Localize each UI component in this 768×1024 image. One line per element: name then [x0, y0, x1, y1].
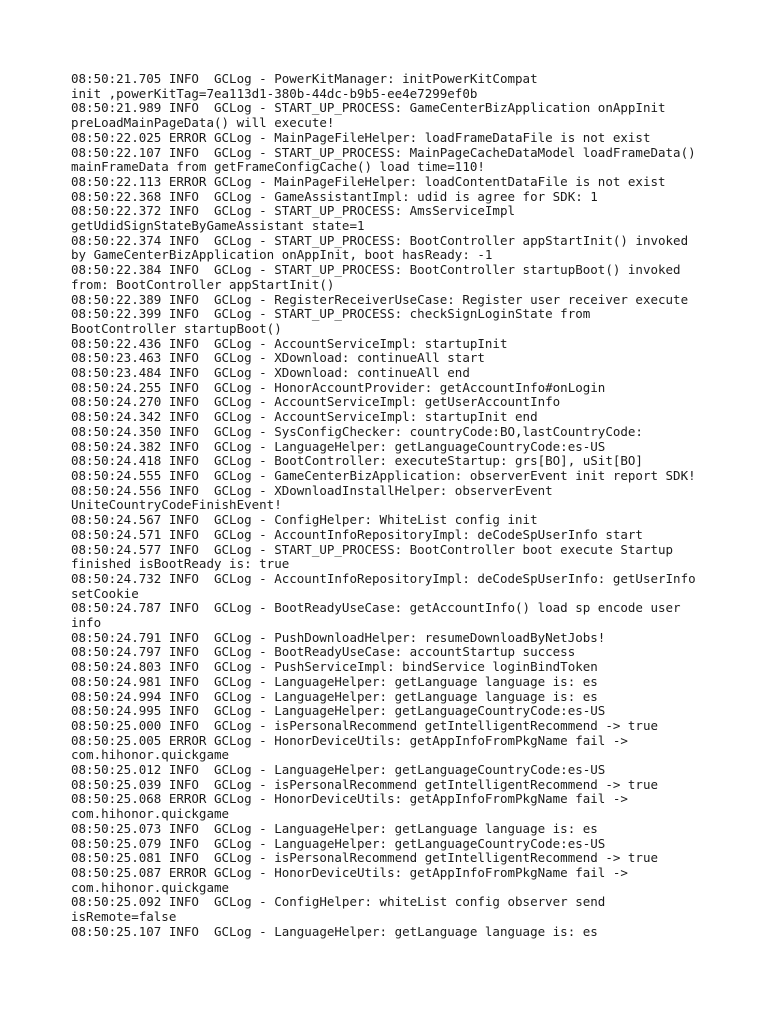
log-line: 08:50:25.005 ERROR GCLog - HonorDeviceUtils: getAppInfoFromPkgName fail -> — [71, 732, 628, 748]
log-line: 08:50:25.081 INFO GCLog - isPersonalRecommend getIntelligentRecommend -> true — [71, 850, 658, 866]
log-text-block — [71, 72, 711, 939]
log-line: 08:50:24.418 INFO GCLog - BootController: executeStartup: grs[BO], uSit[BO] — [71, 453, 643, 469]
log-line: 08:50:24.994 INFO GCLog - LanguageHelper: getLanguage language is: es — [71, 688, 598, 704]
log-line: 08:50:25.092 INFO GCLog - ConfigHelper: whiteList config observer send — [71, 894, 606, 910]
log-line: 08:50:24.567 INFO GCLog - ConfigHelper: WhiteList config init — [71, 512, 538, 528]
log-line: by GameCenterBizApplication onAppInit, boot hasReady: -1 — [71, 247, 493, 263]
log-line: BootController startupBoot() — [71, 320, 282, 336]
log-line: 08:50:25.068 ERROR GCLog - HonorDeviceUtils: getAppInfoFromPkgName fail -> — [71, 791, 628, 807]
log-line: 08:50:24.732 INFO GCLog - AccountInfoRepositoryImpl: deCodeSpUserInfo: getUserInfo — [71, 570, 696, 586]
log-line: 08:50:24.555 INFO GCLog - GameCenterBizApplication: observerEvent init report SDK! — [71, 467, 696, 483]
log-line: 08:50:24.556 INFO GCLog - XDownloadInstallHelper: observerEvent — [71, 482, 553, 498]
log-line: 08:50:25.039 INFO GCLog - isPersonalRecommend getIntelligentRecommend -> true — [71, 776, 658, 792]
log-line: 08:50:24.787 INFO GCLog - BootReadyUseCase: getAccountInfo() load sp encode user — [71, 600, 681, 616]
log-line: mainFrameData from getFrameConfigCache() load time=110! — [71, 159, 485, 175]
log-line: init ,powerKitTag=7ea113d1-380b-44dc-b9b5-ee4e7299ef0b — [71, 85, 478, 101]
log-line: 08:50:21.989 INFO GCLog - START_UP_PROCESS: GameCenterBizApplication onAppInit — [71, 100, 666, 116]
log-line: 08:50:22.107 INFO GCLog - START_UP_PROCESS: MainPageCacheDataModel loadFrameData() — [71, 144, 696, 160]
log-line: 08:50:24.791 INFO GCLog - PushDownloadHelper: resumeDownloadByNetJobs! — [71, 629, 606, 645]
log-line: 08:50:22.113 ERROR GCLog - MainPageFileHelper: loadContentDataFile is not exist — [71, 173, 666, 189]
log-line: 08:50:24.803 INFO GCLog - PushServiceImpl: bindService loginBindToken — [71, 659, 598, 675]
log-line: 08:50:25.073 INFO GCLog - LanguageHelper: getLanguage language is: es — [71, 820, 598, 836]
log-line: 08:50:21.705 INFO GCLog - PowerKitManager: initPowerKitCompat — [71, 71, 538, 86]
log-line: com.hihonor.quickgame — [71, 747, 230, 763]
log-line: 08:50:24.382 INFO GCLog - LanguageHelper: getLanguageCountryCode:es-US — [71, 438, 606, 454]
log-line: 08:50:22.372 INFO GCLog - START_UP_PROCESS: AmsServiceImpl — [71, 203, 516, 219]
log-line: 08:50:24.995 INFO GCLog - LanguageHelper: getLanguageCountryCode:es-US — [71, 703, 606, 719]
log-line: 08:50:25.000 INFO GCLog - isPersonalRecommend getIntelligentRecommend -> true — [71, 717, 658, 733]
log-line: 08:50:24.571 INFO GCLog - AccountInfoRepositoryImpl: deCodeSpUserInfo start — [71, 526, 643, 542]
log-line: 08:50:25.107 INFO GCLog - LanguageHelper: getLanguage language is: es — [71, 923, 598, 939]
log-line: finished isBootReady is: true — [71, 556, 290, 572]
log-line: setCookie — [71, 585, 139, 601]
log-line: 08:50:23.463 INFO GCLog - XDownload: continueAll start — [71, 350, 485, 366]
log-line: preLoadMainPageData() will execute! — [71, 115, 335, 131]
log-line: 08:50:22.399 INFO GCLog - START_UP_PROCESS: checkSignLoginState from — [71, 306, 591, 322]
log-line: 08:50:25.079 INFO GCLog - LanguageHelper: getLanguageCountryCode:es-US — [71, 835, 606, 851]
log-line: isRemote=false — [71, 909, 177, 925]
log-line: 08:50:22.436 INFO GCLog - AccountServiceImpl: startupInit — [71, 335, 508, 351]
log-line: 08:50:22.389 INFO GCLog - RegisterReceiverUseCase: Register user receiver execute — [71, 291, 689, 307]
log-line: from: BootController appStartInit() — [71, 276, 335, 292]
log-line: com.hihonor.quickgame — [71, 806, 230, 822]
log-line: getUdidSignStateByGameAssistant state=1 — [71, 218, 365, 234]
log-line: 08:50:22.368 INFO GCLog - GameAssistantImpl: udid is agree for SDK: 1 — [71, 188, 598, 204]
log-line: 08:50:25.087 ERROR GCLog - HonorDeviceUtils: getAppInfoFromPkgName fail -> — [71, 864, 628, 880]
log-line: 08:50:25.012 INFO GCLog - LanguageHelper: getLanguageCountryCode:es-US — [71, 762, 606, 778]
log-line: 08:50:22.025 ERROR GCLog - MainPageFileHelper: loadFrameDataFile is not exist — [71, 129, 651, 145]
log-line: 08:50:22.374 INFO GCLog - START_UP_PROCESS: BootController appStartInit() invoked — [71, 232, 689, 248]
log-line: 08:50:24.350 INFO GCLog - SysConfigChecker: countryCode:BO,lastCountryCode: — [71, 423, 643, 439]
log-line: 08:50:24.342 INFO GCLog - AccountServiceImpl: startupInit end — [71, 409, 538, 425]
log-line: 08:50:23.484 INFO GCLog - XDownload: continueAll end — [71, 365, 470, 381]
log-line: 08:50:24.797 INFO GCLog - BootReadyUseCase: accountStartup success — [71, 644, 576, 660]
log-line: 08:50:24.255 INFO GCLog - HonorAccountProvider: getAccountInfo#onLogin — [71, 379, 606, 395]
log-line: com.hihonor.quickgame — [71, 879, 230, 895]
log-line: 08:50:24.270 INFO GCLog - AccountServiceImpl: getUserAccountInfo — [71, 394, 561, 410]
log-line: UniteCountryCodeFinishEvent! — [71, 497, 282, 513]
log-line: 08:50:24.981 INFO GCLog - LanguageHelper: getLanguage language is: es — [71, 673, 598, 689]
log-line: info — [71, 615, 102, 631]
log-line: 08:50:22.384 INFO GCLog - START_UP_PROCESS: BootController startupBoot() invoked — [71, 262, 681, 278]
log-line: 08:50:24.577 INFO GCLog - START_UP_PROCESS: BootController boot execute Startup — [71, 541, 674, 557]
